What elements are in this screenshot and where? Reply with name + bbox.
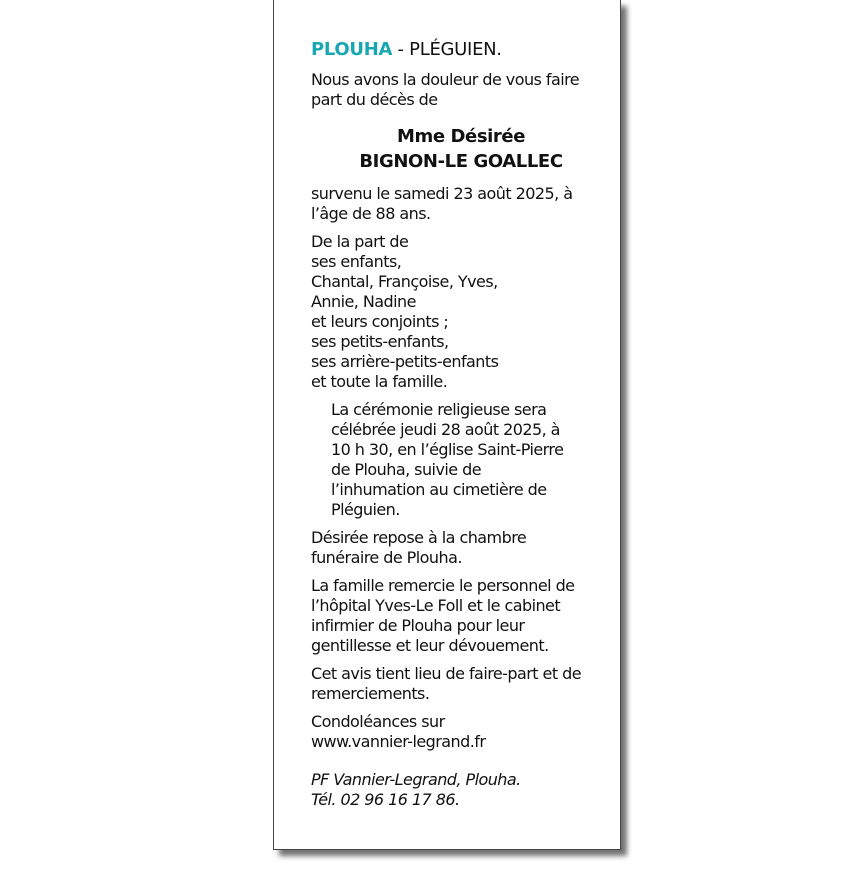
funeral-home-line: PF Vannier-Legrand, Plouha. <box>311 770 521 789</box>
repose-line: Désirée repose à la chambre <box>311 528 527 547</box>
ceremony-line: 10 h 30, en l’église Saint-Pierre <box>331 440 564 459</box>
thanks-line: La famille remercie le personnel de <box>311 576 575 595</box>
family-paragraph <box>311 232 611 392</box>
family-line: et leurs conjoints ; <box>311 312 449 331</box>
ceremony-line: Pléguien. <box>331 500 400 519</box>
obituary-notice <box>273 0 621 850</box>
death-line: survenu le samedi 23 août 2025, à <box>311 184 573 203</box>
notice-content <box>311 38 611 818</box>
notice-line: Cet avis tient lieu de faire-part et de <box>311 664 582 683</box>
thanks-line: l’hôpital Yves-Le Foll et le cabinet <box>311 596 561 615</box>
notice-line: remerciements. <box>311 684 430 703</box>
location-rest: - PLÉGUIEN. <box>392 39 502 60</box>
repose-line: funéraire de Plouha. <box>311 548 462 567</box>
condolences-line: Condoléances sur <box>311 712 445 731</box>
funeral-home-phone: Tél. 02 96 16 17 86. <box>311 790 460 809</box>
thanks-line: infirmier de Plouha pour leur <box>311 616 525 635</box>
family-line: De la part de <box>311 232 409 251</box>
funeral-home-paragraph <box>311 770 611 810</box>
repose-paragraph <box>311 528 611 568</box>
deceased-name-line2: BIGNON-LE GOALLEC <box>359 151 563 172</box>
location-main: PLOUHA <box>311 39 393 60</box>
family-line: et toute la famille. <box>311 372 448 391</box>
ceremony-line: La cérémonie religieuse sera <box>331 400 547 419</box>
family-line: Annie, Nadine <box>311 292 416 311</box>
ceremony-line: célébrée jeudi 28 août 2025, à <box>331 420 560 439</box>
family-line: ses petits-enfants, <box>311 332 449 351</box>
deceased-name <box>311 124 611 174</box>
ceremony-paragraph <box>311 400 611 520</box>
family-line: ses arrière-petits-enfants <box>311 352 499 371</box>
intro-paragraph <box>311 70 611 110</box>
notice-paragraph <box>311 664 611 704</box>
family-line: Chantal, Françoise, Yves, <box>311 272 498 291</box>
condolences-url: www.vannier-legrand.fr <box>311 732 486 751</box>
thanks-line: gentillesse et leur dévouement. <box>311 636 549 655</box>
ceremony-line: l’inhumation au cimetière de <box>331 480 547 499</box>
thanks-paragraph <box>311 576 611 656</box>
condolences-paragraph <box>311 712 611 752</box>
ceremony-line: de Plouha, suivie de <box>331 460 481 479</box>
death-paragraph <box>311 184 611 224</box>
deceased-name-line1: Mme Désirée <box>396 126 526 147</box>
intro-line: part du décès de <box>311 90 438 109</box>
death-line: l’âge de 88 ans. <box>311 204 431 223</box>
location-heading <box>311 38 611 62</box>
intro-line: Nous avons la douleur de vous faire <box>311 70 580 89</box>
family-line: ses enfants, <box>311 252 402 271</box>
